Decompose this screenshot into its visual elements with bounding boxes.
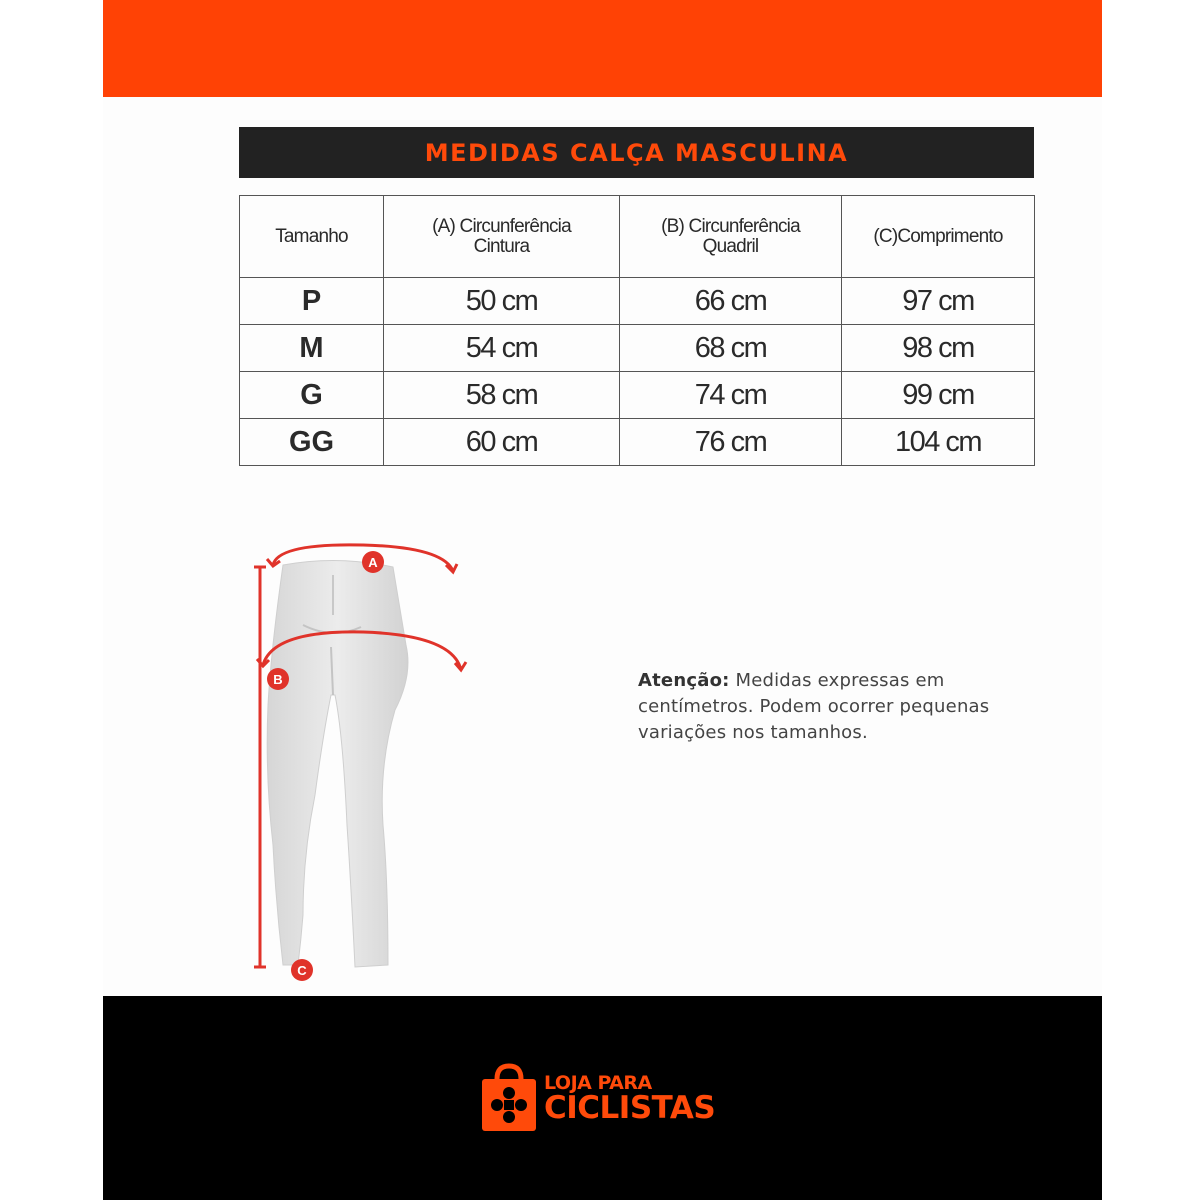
page-title: MEDIDAS CALÇA MASCULINA: [424, 138, 849, 167]
table-row: [240, 278, 1035, 325]
marker-label: C: [297, 963, 307, 978]
note-text: Medidas expressas em centímetros. Podem ocorrer pequenas variações nos tamanhos.: [638, 670, 990, 743]
waist-cell: 54 cm: [384, 325, 620, 372]
marker-label: A: [368, 555, 378, 570]
waist-cell: 50 cm: [384, 278, 620, 325]
length-cell: 97 cm: [842, 278, 1035, 325]
note-label: Atenção:: [638, 670, 730, 691]
store-logo: [480, 1062, 715, 1134]
size-cell: M: [240, 325, 384, 372]
marker-b: [267, 668, 289, 690]
marker-label: B: [273, 672, 283, 687]
table-row: [240, 325, 1035, 372]
logo-line-2: CICLISTAS: [544, 1090, 716, 1126]
hip-cell: 66 cm: [620, 278, 842, 325]
length-cell: 98 cm: [842, 325, 1035, 372]
table-row: [240, 419, 1035, 466]
hip-cell: 76 cm: [620, 419, 842, 466]
table-row: [240, 372, 1035, 419]
waist-cell: 60 cm: [384, 419, 620, 466]
marker-a: [362, 551, 384, 573]
title-bar: [239, 127, 1034, 178]
hip-cell: 68 cm: [620, 325, 842, 372]
shopping-bag-icon: [480, 1063, 538, 1133]
length-cell: 99 cm: [842, 372, 1035, 419]
marker-c: [291, 959, 313, 981]
pants-silhouette: [267, 560, 408, 967]
top-accent-band: [103, 0, 1102, 97]
length-cell: 104 cm: [842, 419, 1035, 466]
header-length: (C)Comprimento: [842, 196, 1035, 278]
header-size: Tamanho: [240, 196, 384, 278]
footer: [103, 996, 1102, 1200]
size-chart-sheet: [103, 0, 1102, 1200]
pants-measurement-figure: [243, 535, 583, 990]
header-waist: (A) Circunferência Cintura: [384, 196, 620, 278]
measurement-note: [638, 668, 1038, 746]
header-hip: (B) Circunferência Quadril: [620, 196, 842, 278]
size-table: [239, 195, 1035, 466]
waist-cell: 58 cm: [384, 372, 620, 419]
size-cell: GG: [240, 419, 384, 466]
table-header-row: [240, 196, 1035, 278]
hip-cell: 74 cm: [620, 372, 842, 419]
logo-line-1: LOJA PARA: [544, 1072, 652, 1094]
size-cell: P: [240, 278, 384, 325]
size-cell: G: [240, 372, 384, 419]
